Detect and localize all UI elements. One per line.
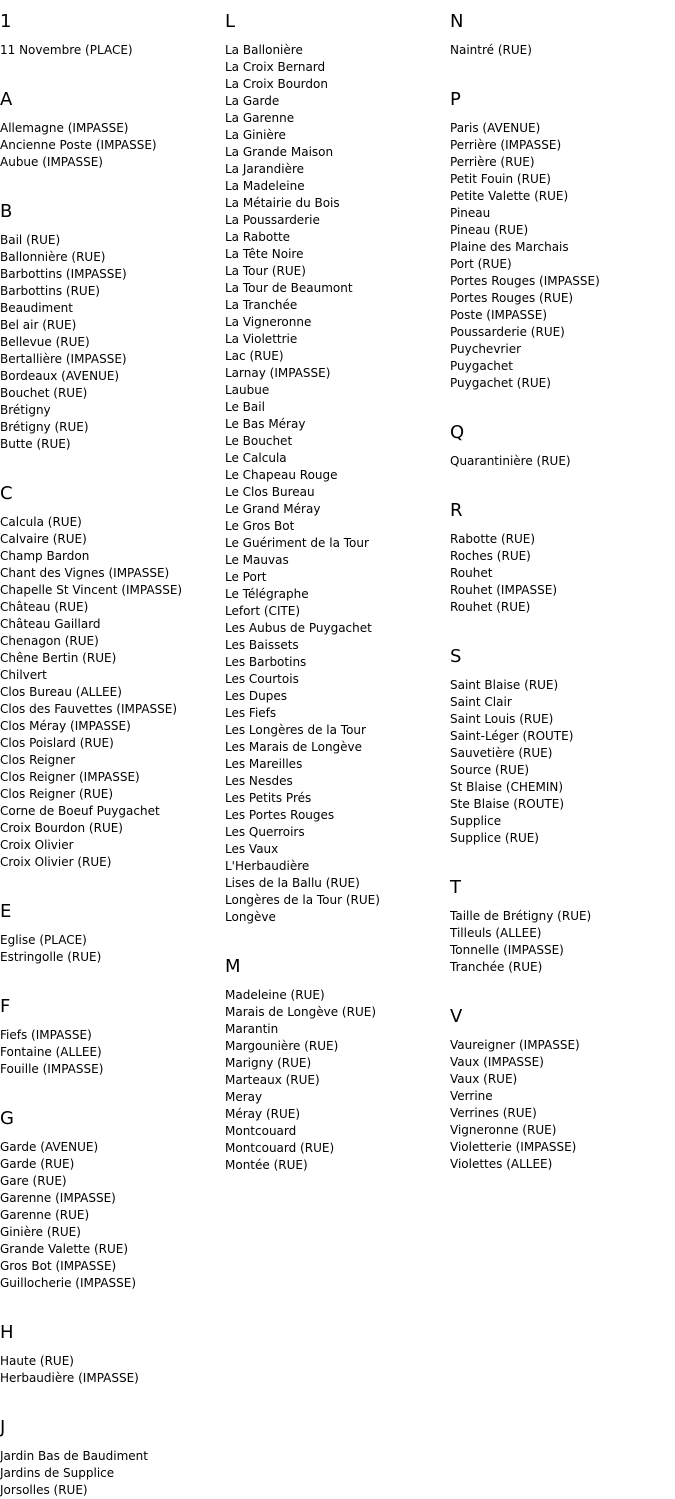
street-link[interactable]: Lac (RUE) <box>225 349 284 363</box>
street-link[interactable]: Jardins de Supplice <box>0 1466 115 1480</box>
street-link[interactable]: Guillocherie (IMPASSE) <box>0 1276 137 1290</box>
street-link[interactable]: Clos Méray (IMPASSE) <box>0 719 131 733</box>
street-link[interactable]: Les Longères de la Tour <box>225 723 366 737</box>
street-link[interactable]: La Rabotte <box>225 230 291 244</box>
street-link[interactable]: Calvaire (RUE) <box>0 532 87 546</box>
street-link[interactable]: Clos Reigner (RUE) <box>0 787 114 801</box>
street-link[interactable]: Les Petits Prés <box>225 791 312 805</box>
letter-section <box>0 996 222 1078</box>
street-link[interactable]: Allemagne (IMPASSE) <box>0 121 129 135</box>
street-link[interactable]: Marais de Longève (RUE) <box>225 1005 376 1019</box>
street-link[interactable]: Laubue <box>225 383 270 397</box>
street-link[interactable]: La Tour (RUE) <box>225 264 306 278</box>
street-link[interactable]: Croix Bourdon (RUE) <box>0 821 123 835</box>
street-link[interactable]: Le Clos Bureau <box>225 485 315 499</box>
street-link[interactable]: Quarantinière (RUE) <box>450 454 571 468</box>
street-link[interactable]: Barbottins (RUE) <box>0 284 100 298</box>
street-link[interactable]: Clos Reigner (IMPASSE) <box>0 770 140 784</box>
street-link[interactable]: Les Courtois <box>225 672 299 686</box>
letter-section <box>450 11 672 59</box>
street-link[interactable]: Eglise (PLACE) <box>0 933 87 947</box>
street-list <box>450 42 672 59</box>
index-column-3 <box>450 0 672 1173</box>
letter-section <box>0 11 222 59</box>
street-list <box>225 987 447 1174</box>
section-letter-heading: A <box>0 89 13 110</box>
street-link[interactable]: Larnay (IMPASSE) <box>225 366 331 380</box>
street-link[interactable]: Port (RUE) <box>450 257 512 271</box>
index-column-2 <box>225 0 447 1174</box>
street-link[interactable]: Rabotte (RUE) <box>450 532 536 546</box>
street-link[interactable]: Le Bas Méray <box>225 417 306 431</box>
street-link[interactable]: Le Guériment de la Tour <box>225 536 369 550</box>
street-list <box>0 1353 222 1387</box>
street-link[interactable]: Méray (RUE) <box>225 1107 301 1121</box>
street-link[interactable]: La Ballonière <box>225 43 303 57</box>
street-link[interactable]: Clos Poislard (RUE) <box>0 736 114 750</box>
street-link[interactable]: Le Port <box>225 570 267 584</box>
street-link[interactable]: Lises de la Ballu (RUE) <box>225 876 360 890</box>
street-list <box>0 232 222 453</box>
street-link[interactable]: Taille de Brétigny (RUE) <box>450 909 592 923</box>
street-link[interactable]: Puygachet <box>450 359 513 373</box>
street-link[interactable]: Haute (RUE) <box>0 1354 74 1368</box>
street-list <box>450 1037 672 1173</box>
street-link[interactable]: Clos Bureau (ALLEE) <box>0 685 122 699</box>
letter-section <box>0 483 222 871</box>
street-link[interactable]: Corne de Boeuf Puygachet <box>0 804 160 818</box>
street-link[interactable]: La Madeleine <box>225 179 305 193</box>
street-link[interactable]: Supplice <box>450 814 502 828</box>
section-letter-heading: V <box>450 1006 463 1027</box>
street-link[interactable]: La Violettrie <box>225 332 298 346</box>
street-link[interactable]: Les Portes Rouges <box>225 808 335 822</box>
street-link[interactable]: Paris (AVENUE) <box>450 121 541 135</box>
street-link[interactable]: Brétigny (RUE) <box>0 420 89 434</box>
section-letter-heading: T <box>450 877 461 898</box>
section-letter-heading: R <box>450 500 463 521</box>
street-list <box>450 908 672 976</box>
street-list <box>450 677 672 847</box>
street-link[interactable]: Le Bouchet <box>225 434 293 448</box>
street-link[interactable]: Le Gros Bot <box>225 519 295 533</box>
street-link[interactable]: Garde (RUE) <box>0 1157 75 1171</box>
section-letter-heading: Q <box>450 422 465 443</box>
street-link[interactable]: Vaux (RUE) <box>450 1072 518 1086</box>
street-link[interactable]: Fiefs (IMPASSE) <box>0 1028 92 1042</box>
street-link[interactable]: Montcouard (RUE) <box>225 1141 335 1155</box>
street-link[interactable]: Gros Bot (IMPASSE) <box>0 1259 117 1273</box>
street-link[interactable]: Pineau (RUE) <box>450 223 529 237</box>
street-link[interactable]: Beaudiment <box>0 301 73 315</box>
street-link[interactable]: Marantin <box>225 1022 279 1036</box>
street-link[interactable]: Supplice (RUE) <box>450 831 539 845</box>
street-link[interactable]: Marteaux (RUE) <box>225 1073 320 1087</box>
street-link[interactable]: Le Chapeau Rouge <box>225 468 338 482</box>
street-link[interactable]: Perrière (RUE) <box>450 155 535 169</box>
street-link[interactable]: Pineau <box>450 206 491 220</box>
street-link[interactable]: La Tête Noire <box>225 247 304 261</box>
section-letter-heading: J <box>0 1417 6 1438</box>
street-link[interactable]: La Garenne <box>225 111 295 125</box>
street-link[interactable]: Ste Blaise (ROUTE) <box>450 797 565 811</box>
street-link[interactable]: La Tranchée <box>225 298 298 312</box>
street-link[interactable]: Croix Olivier (RUE) <box>0 855 112 869</box>
street-link[interactable]: Chilvert <box>0 668 47 682</box>
street-list <box>0 514 222 871</box>
street-link[interactable]: Clos des Fauvettes (IMPASSE) <box>0 702 178 716</box>
street-link[interactable]: La Croix Bourdon <box>225 77 328 91</box>
street-link[interactable]: Violetterie (IMPASSE) <box>450 1140 577 1154</box>
street-list <box>0 1448 222 1499</box>
street-list <box>0 1027 222 1078</box>
street-link[interactable]: La Tour de Beaumont <box>225 281 353 295</box>
section-letter-heading: 1 <box>0 11 12 32</box>
street-link[interactable]: Fontaine (ALLEE) <box>0 1045 102 1059</box>
street-list <box>0 932 222 966</box>
street-link[interactable]: Aubue (IMPASSE) <box>0 155 103 169</box>
street-link[interactable]: Le Bail <box>225 400 265 414</box>
letter-section <box>450 500 672 616</box>
street-link[interactable]: Garde (AVENUE) <box>0 1140 99 1154</box>
street-link[interactable]: Longève <box>225 910 276 924</box>
street-link[interactable]: Château (RUE) <box>0 600 89 614</box>
street-link[interactable]: Bertallière (IMPASSE) <box>0 352 127 366</box>
street-link[interactable]: L'Herbaudière <box>225 859 310 873</box>
street-link[interactable]: Les Querroirs <box>225 825 305 839</box>
letter-section <box>0 1417 222 1499</box>
section-letter-heading: L <box>225 11 236 32</box>
street-link[interactable]: Plaine des Marchais <box>450 240 569 254</box>
street-link[interactable]: Saint-Léger (ROUTE) <box>450 729 574 743</box>
street-link[interactable]: Croix Olivier <box>0 838 74 852</box>
street-link[interactable]: Jardin Bas de Baudiment <box>0 1449 148 1463</box>
street-link[interactable]: St Blaise (CHEMIN) <box>450 780 564 794</box>
letter-section <box>450 646 672 847</box>
section-letter-heading: S <box>450 646 462 667</box>
letter-section <box>0 201 222 453</box>
letter-section <box>450 422 672 470</box>
letter-section <box>0 1322 222 1387</box>
street-link[interactable]: Calcula (RUE) <box>0 515 82 529</box>
street-link[interactable]: Verrines (RUE) <box>450 1106 537 1120</box>
section-letter-heading: N <box>450 11 464 32</box>
street-link[interactable]: La Jarandière <box>225 162 305 176</box>
street-link[interactable]: Brétigny <box>0 403 51 417</box>
street-link[interactable]: Garenne (RUE) <box>0 1208 90 1222</box>
street-link[interactable]: Tranchée (RUE) <box>450 960 543 974</box>
street-link[interactable]: Petit Fouin (RUE) <box>450 172 551 186</box>
street-list <box>225 42 447 926</box>
street-link[interactable]: Bouchet (RUE) <box>0 386 88 400</box>
street-list <box>0 120 222 171</box>
street-link[interactable]: Longères de la Tour (RUE) <box>225 893 380 907</box>
street-link[interactable]: Saint Blaise (RUE) <box>450 678 559 692</box>
street-link[interactable]: Garenne (IMPASSE) <box>0 1191 116 1205</box>
index-column-1 <box>0 0 222 1499</box>
letter-section <box>450 1006 672 1173</box>
street-link[interactable]: Rouhet (RUE) <box>450 600 531 614</box>
street-link[interactable]: La Croix Bernard <box>225 60 326 74</box>
street-link[interactable]: Poste (IMPASSE) <box>450 308 548 322</box>
street-link[interactable]: Bordeaux (AVENUE) <box>0 369 120 383</box>
street-link[interactable]: Verrine <box>450 1089 493 1103</box>
section-letter-heading: G <box>0 1108 14 1129</box>
street-link[interactable]: Vaux (IMPASSE) <box>450 1055 544 1069</box>
street-link[interactable]: Butte (RUE) <box>0 437 71 451</box>
street-link[interactable]: Poussarderie (RUE) <box>450 325 565 339</box>
street-link[interactable]: Chenagon (RUE) <box>0 634 99 648</box>
street-link[interactable]: Herbaudière (IMPASSE) <box>0 1371 139 1385</box>
street-link[interactable]: Portes Rouges (RUE) <box>450 291 574 305</box>
section-letter-heading: F <box>0 996 11 1017</box>
section-letter-heading: M <box>225 956 241 977</box>
section-letter-heading: H <box>0 1322 14 1343</box>
letter-section <box>0 901 222 966</box>
street-link[interactable]: Saint Louis (RUE) <box>450 712 554 726</box>
street-link[interactable]: Château Gaillard <box>0 617 101 631</box>
street-link[interactable]: Source (RUE) <box>450 763 530 777</box>
street-link[interactable]: Rouhet <box>450 566 493 580</box>
street-link[interactable]: Les Barbotins <box>225 655 307 669</box>
street-link[interactable]: Le Télégraphe <box>225 587 309 601</box>
letter-section <box>225 11 447 926</box>
street-link[interactable]: Le Grand Méray <box>225 502 321 516</box>
street-list <box>450 120 672 392</box>
street-link[interactable]: Vaureigner (IMPASSE) <box>450 1038 580 1052</box>
street-link[interactable]: Montcouard <box>225 1124 297 1138</box>
street-link[interactable]: Chêne Bertin (RUE) <box>0 651 117 665</box>
street-link[interactable]: Les Dupes <box>225 689 288 703</box>
street-link[interactable]: Fouille (IMPASSE) <box>0 1062 104 1076</box>
street-link[interactable]: Chant des Vignes (IMPASSE) <box>0 566 170 580</box>
street-link[interactable]: La Vigneronne <box>225 315 312 329</box>
street-link[interactable]: Roches (RUE) <box>450 549 531 563</box>
street-link[interactable]: Les Mareilles <box>225 757 303 771</box>
street-link[interactable]: Puygachet (RUE) <box>450 376 551 390</box>
street-link[interactable]: Bail (RUE) <box>0 233 61 247</box>
street-link[interactable]: Petite Valette (RUE) <box>450 189 569 203</box>
street-link[interactable]: Gare (RUE) <box>0 1174 67 1188</box>
street-link[interactable]: Les Vaux <box>225 842 279 856</box>
street-link[interactable]: Le Mauvas <box>225 553 289 567</box>
street-link[interactable]: Clos Reigner <box>0 753 76 767</box>
street-link[interactable]: Le Calcula <box>225 451 287 465</box>
section-letter-heading: E <box>0 901 12 922</box>
street-link[interactable]: Violettes (ALLEE) <box>450 1157 553 1171</box>
street-link[interactable]: Sauvetière (RUE) <box>450 746 553 760</box>
street-link[interactable]: Bel air (RUE) <box>0 318 77 332</box>
street-link[interactable]: Puychevrier <box>450 342 522 356</box>
street-link[interactable]: Ginière (RUE) <box>0 1225 81 1239</box>
letter-section <box>450 877 672 976</box>
street-link[interactable]: Estringolle (RUE) <box>0 950 102 964</box>
street-link[interactable]: Lefort (CITE) <box>225 604 301 618</box>
street-link[interactable]: Les Marais de Longève <box>225 740 363 754</box>
section-letter-heading: P <box>450 89 461 110</box>
street-link[interactable]: La Ginière <box>225 128 286 142</box>
street-link[interactable]: Les Fiefs <box>225 706 277 720</box>
street-link[interactable]: Chapelle St Vincent (IMPASSE) <box>0 583 183 597</box>
section-letter-heading: B <box>0 201 13 222</box>
letter-section <box>225 956 447 1174</box>
street-link[interactable]: Perrière (IMPASSE) <box>450 138 562 152</box>
street-link[interactable]: La Poussarderie <box>225 213 320 227</box>
street-link[interactable]: Rouhet (IMPASSE) <box>450 583 558 597</box>
street-list <box>450 453 672 470</box>
street-link[interactable]: Ballonnière (RUE) <box>0 250 106 264</box>
street-link[interactable]: Portes Rouges (IMPASSE) <box>450 274 600 288</box>
street-link[interactable]: Montée (RUE) <box>225 1158 308 1172</box>
street-link[interactable]: Barbottins (IMPASSE) <box>0 267 127 281</box>
street-list <box>0 1139 222 1292</box>
street-link[interactable]: Madeleine (RUE) <box>225 988 325 1002</box>
street-link[interactable]: Bellevue (RUE) <box>0 335 90 349</box>
street-list <box>0 42 222 59</box>
street-link[interactable]: Vigneronne (RUE) <box>450 1123 557 1137</box>
street-link[interactable]: Saint Clair <box>450 695 512 709</box>
street-link[interactable]: Les Nesdes <box>225 774 293 788</box>
street-link[interactable]: Ancienne Poste (IMPASSE) <box>0 138 157 152</box>
street-link[interactable]: Champ Bardon <box>0 549 90 563</box>
street-link[interactable]: Grande Valette (RUE) <box>0 1242 129 1256</box>
street-link[interactable]: La Métairie du Bois <box>225 196 340 210</box>
section-letter-heading: C <box>0 483 13 504</box>
street-link[interactable]: Meray <box>225 1090 263 1104</box>
street-link[interactable]: Margounière (RUE) <box>225 1039 339 1053</box>
street-link[interactable]: Tilleuls (ALLEE) <box>450 926 542 940</box>
street-link[interactable]: La Grande Maison <box>225 145 334 159</box>
letter-section <box>450 89 672 392</box>
letter-section <box>0 1108 222 1292</box>
street-link[interactable]: Marigny (RUE) <box>225 1056 312 1070</box>
street-link[interactable]: Jorsolles (RUE) <box>0 1483 88 1497</box>
letter-section <box>0 89 222 171</box>
street-link[interactable]: Naintré (RUE) <box>450 43 532 57</box>
street-link[interactable]: La Garde <box>225 94 280 108</box>
street-list <box>450 531 672 616</box>
street-link[interactable]: 11 Novembre (PLACE) <box>0 43 133 57</box>
street-link[interactable]: Tonnelle (IMPASSE) <box>450 943 564 957</box>
street-link[interactable]: Les Aubus de Puygachet <box>225 621 372 635</box>
street-link[interactable]: Les Baissets <box>225 638 299 652</box>
